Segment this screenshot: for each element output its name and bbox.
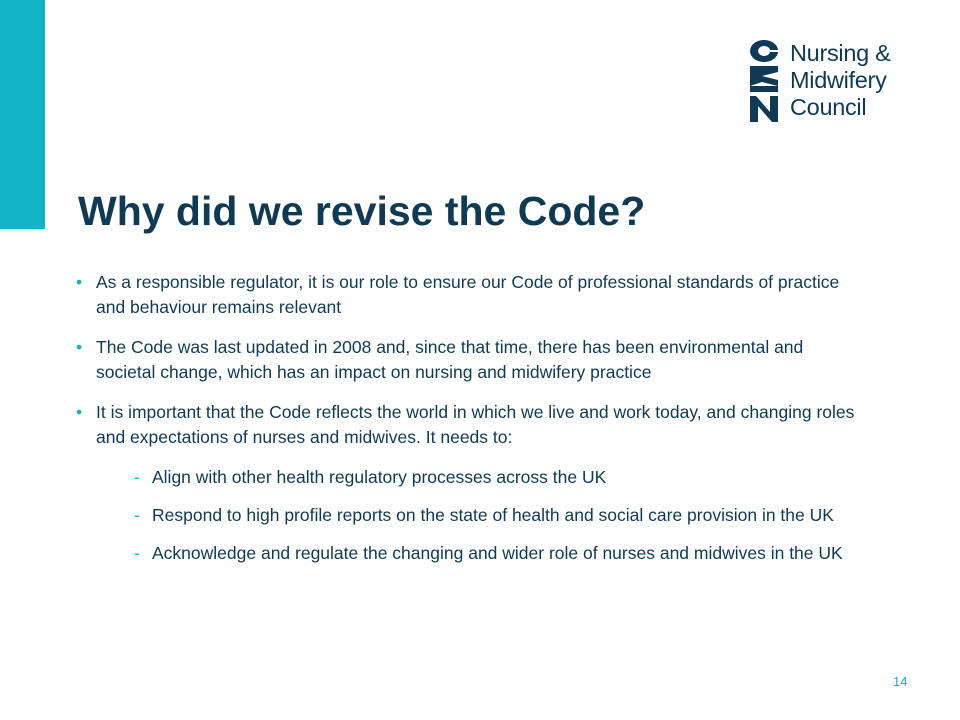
- bullet-text: As a responsible regulator, it is our role to ensure our Code of professional standards of practice and behaviour remains relevant: [96, 272, 840, 317]
- nmc-logo: [748, 38, 928, 124]
- bullet-item: [76, 270, 856, 320]
- dash-icon: -: [134, 543, 140, 563]
- bullet-text: The Code was last updated in 2008 and, since that time, there has been environmental and societal change, which has an impact on nursing and midwifery practice: [96, 337, 804, 382]
- accent-bar: [0, 0, 45, 229]
- slide-title: Why did we revise the Code?: [78, 188, 646, 234]
- logo-line-2: Midwifery: [790, 67, 887, 93]
- sub-bullet-item: [76, 465, 856, 490]
- sub-bullet-text: Acknowledge and regulate the changing and wider role of nurses and midwives in the UK: [152, 543, 843, 563]
- bullet-item: [76, 400, 856, 450]
- sub-bullet-list: [76, 465, 856, 566]
- dash-icon: -: [134, 505, 140, 525]
- dash-icon: -: [134, 467, 140, 487]
- logo-line-1: Nursing &: [790, 40, 891, 66]
- sub-bullet-item: [76, 541, 856, 566]
- sub-bullet-text: Respond to high profile reports on the state of health and social care provision in the UK: [152, 505, 834, 525]
- page-number: 14: [893, 674, 908, 689]
- bullet-dot-icon: •: [76, 402, 83, 422]
- bullet-list: [76, 270, 856, 579]
- logo-line-3: Council: [790, 94, 867, 120]
- sub-bullet-item: [76, 503, 856, 528]
- bullet-dot-icon: •: [76, 337, 83, 357]
- nmc-monogram-icon: [748, 38, 780, 124]
- sub-bullet-text: Align with other health regulatory processes across the UK: [152, 467, 607, 487]
- bullet-dot-icon: •: [76, 272, 83, 292]
- bullet-item: [76, 335, 856, 385]
- logo-wordmark: [790, 40, 890, 121]
- bullet-text: It is important that the Code reflects the world in which we live and work today, and changing roles and expectations of nurses and midwives. It needs to:: [96, 402, 855, 447]
